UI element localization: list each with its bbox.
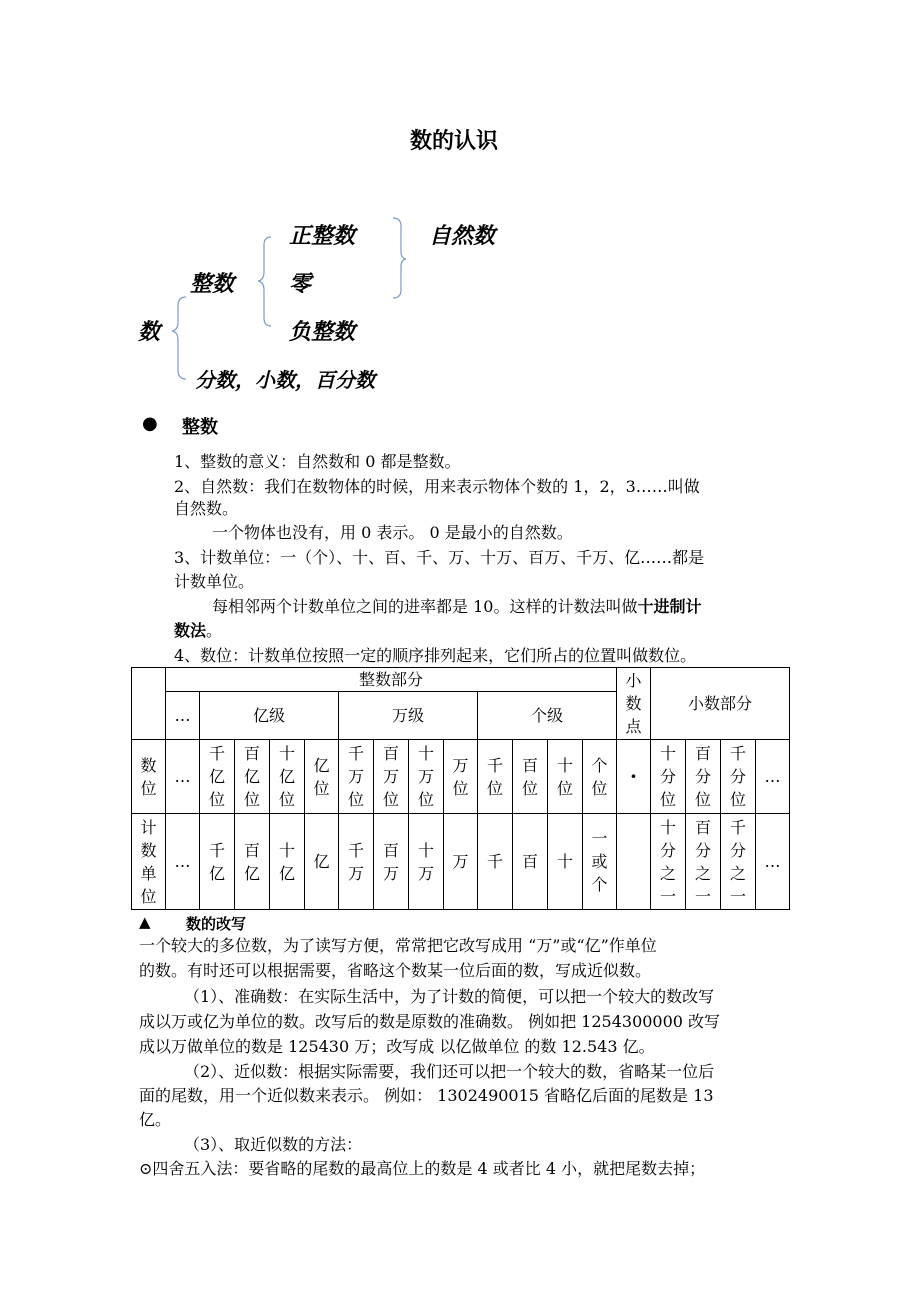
rewrite-line-9: （3）、取近似数的方法： xyxy=(184,1135,363,1154)
place-hundredths: 百 分 位 xyxy=(686,740,721,814)
ge-class: 个级 xyxy=(478,692,617,740)
unit-decimal-point-empty xyxy=(617,814,651,910)
place-tenths: 十 分 位 xyxy=(651,740,686,814)
section-heading-rewrite: 数的改写 xyxy=(186,915,247,933)
tree-zero: 零 xyxy=(289,271,312,297)
decimal-system-period: 。 xyxy=(206,621,223,640)
unit-ge: 一 或 个 xyxy=(583,814,617,910)
unit-qianwan: 千 万 xyxy=(339,814,374,910)
rewrite-line-5: 成以万做单位的数是 125430 万；改写成 以亿做单位 的数 12.543 亿。 xyxy=(139,1037,655,1056)
integer-part-header: 整数部分 xyxy=(166,668,617,692)
row-label-place: 数 位 xyxy=(132,740,166,814)
rewrite-line-1: 一个较大的多位数，为了读写方便，常常把它改写成用 “万”或“亿”作单位 xyxy=(139,936,657,955)
place-qianyi: 千 亿 位 xyxy=(200,740,235,814)
rewrite-line-7: 面的尾数，用一个近似数来表示。 例如： 1302490015 省略亿后面的尾数是 13 xyxy=(139,1086,714,1105)
para-zero: 一个物体也没有，用 0 表示。 0 是最小的自然数。 xyxy=(212,523,573,542)
decimal-unit-ellipsis: … xyxy=(756,814,790,910)
rewrite-line-6: （2）、近似数：根据实际需要，我们还可以把一个较大的数，省略某一位后 xyxy=(184,1062,715,1081)
rewrite-line-3: （1）、准确数：在实际生活中，为了计数的简便，可以把一个较大的数改写 xyxy=(184,987,715,1006)
place-thousandths: 千 分 位 xyxy=(721,740,756,814)
row-label-unit: 计 数 单 位 xyxy=(132,814,166,910)
tree-negative-integer: 负整数 xyxy=(289,319,356,345)
place-bai: 百 位 xyxy=(513,740,548,814)
unit-thousandth: 千 分 之 一 xyxy=(721,814,756,910)
decimal-system-term: 十进制计 xyxy=(637,597,702,616)
unit-shi: 十 xyxy=(548,814,583,910)
tree-natural-number: 自然数 xyxy=(429,223,496,249)
place-shiyi: 十 亿 位 xyxy=(270,740,305,814)
place-ge: 个 位 xyxy=(583,740,617,814)
rewrite-line-4: 成以万或亿为单位的数。改写后的数是原数的准确数。 例如把 1254300000 改写 xyxy=(139,1012,721,1031)
unit-baiyi: 百 亿 xyxy=(235,814,270,910)
para-decimal-system-1 xyxy=(212,596,701,618)
para-natural-number-1: 2、自然数：我们在数物体的时候，用来表示物体个数的 1，2，3……叫做 xyxy=(174,477,700,496)
tree-root: 数 xyxy=(138,319,161,345)
decimal-system-text: 每相邻两个计数单位之间的进率都是 10。这样的计数法叫做 xyxy=(212,597,638,616)
root-bracket xyxy=(172,297,186,379)
para-counting-unit-2: 计数单位。 xyxy=(174,572,255,591)
unit-shiyi: 十 亿 xyxy=(270,814,305,910)
place-shiwan: 十 万 位 xyxy=(409,740,444,814)
place-qian: 千 位 xyxy=(478,740,513,814)
tree-integer: 整数 xyxy=(190,271,235,297)
place-qianwan: 千 万 位 xyxy=(339,740,374,814)
rewrite-line-10: ⊙四舍五入法：要省略的尾数的最高位上的数是 4 或者比 4 小，就把尾数去掉； xyxy=(139,1159,706,1178)
place-shi: 十 位 xyxy=(548,740,583,814)
integer-bracket xyxy=(258,237,271,326)
unit-qianyi: 千 亿 xyxy=(200,814,235,910)
page-title: 数的认识 xyxy=(410,129,499,154)
decimal-system-term-end: 数法 xyxy=(174,621,207,640)
unit-ellipsis: … xyxy=(166,814,200,910)
unit-shiwan: 十 万 xyxy=(409,814,444,910)
table-corner xyxy=(132,668,166,740)
place-wan: 万 位 xyxy=(444,740,478,814)
rewrite-line-8: 亿。 xyxy=(139,1110,172,1129)
unit-bai: 百 xyxy=(513,814,548,910)
table-row-places xyxy=(132,740,790,814)
decimal-point-symbol: · xyxy=(617,740,651,814)
place-yi: 亿 位 xyxy=(305,740,339,814)
triangle-icon: ▲ xyxy=(139,913,151,931)
bullet-icon: ● xyxy=(142,413,158,434)
para-integer-meaning: 1、整数的意义：自然数和 0 都是整数。 xyxy=(174,452,461,471)
unit-hundredth: 百 分 之 一 xyxy=(686,814,721,910)
rewrite-line-2: 的数。有时还可以根据需要，省略这个数某一位后面的数，写成近似数。 xyxy=(139,961,652,980)
place-value-table xyxy=(131,667,790,910)
unit-wan: 万 xyxy=(444,814,478,910)
natural-bracket xyxy=(393,218,406,298)
unit-baiwan: 百 万 xyxy=(374,814,409,910)
para-place-value: 4、数位：计数单位按照一定的顺序排列起来，它们所占的位置叫做数位。 xyxy=(174,646,697,665)
section-heading-integer: 整数 xyxy=(182,417,218,438)
para-counting-unit-1: 3、计数单位：一（个）、十、百、千、万、十万、百万、千万、亿……都是 xyxy=(174,548,705,567)
place-baiwan: 百 万 位 xyxy=(374,740,409,814)
yi-class: 亿级 xyxy=(200,692,339,740)
table-row-units xyxy=(132,814,790,910)
place-baiyi: 百 亿 位 xyxy=(235,740,270,814)
decimal-part-header: 小数部分 xyxy=(651,668,790,740)
table-row-header xyxy=(132,668,790,692)
class-ellipsis: … xyxy=(166,692,200,740)
place-ellipsis: … xyxy=(166,740,200,814)
unit-qian: 千 xyxy=(478,814,513,910)
tree-others: 分数，小数，百分数 xyxy=(195,368,375,392)
unit-yi: 亿 xyxy=(305,814,339,910)
tree-positive-integer: 正整数 xyxy=(289,223,356,249)
decimal-place-ellipsis: … xyxy=(756,740,790,814)
decimal-point-header: 小 数 点 xyxy=(617,668,651,740)
wan-class: 万级 xyxy=(339,692,478,740)
unit-tenth: 十 分 之 一 xyxy=(651,814,686,910)
para-natural-number-2: 自然数。 xyxy=(174,499,239,518)
para-decimal-system-2 xyxy=(174,620,222,642)
